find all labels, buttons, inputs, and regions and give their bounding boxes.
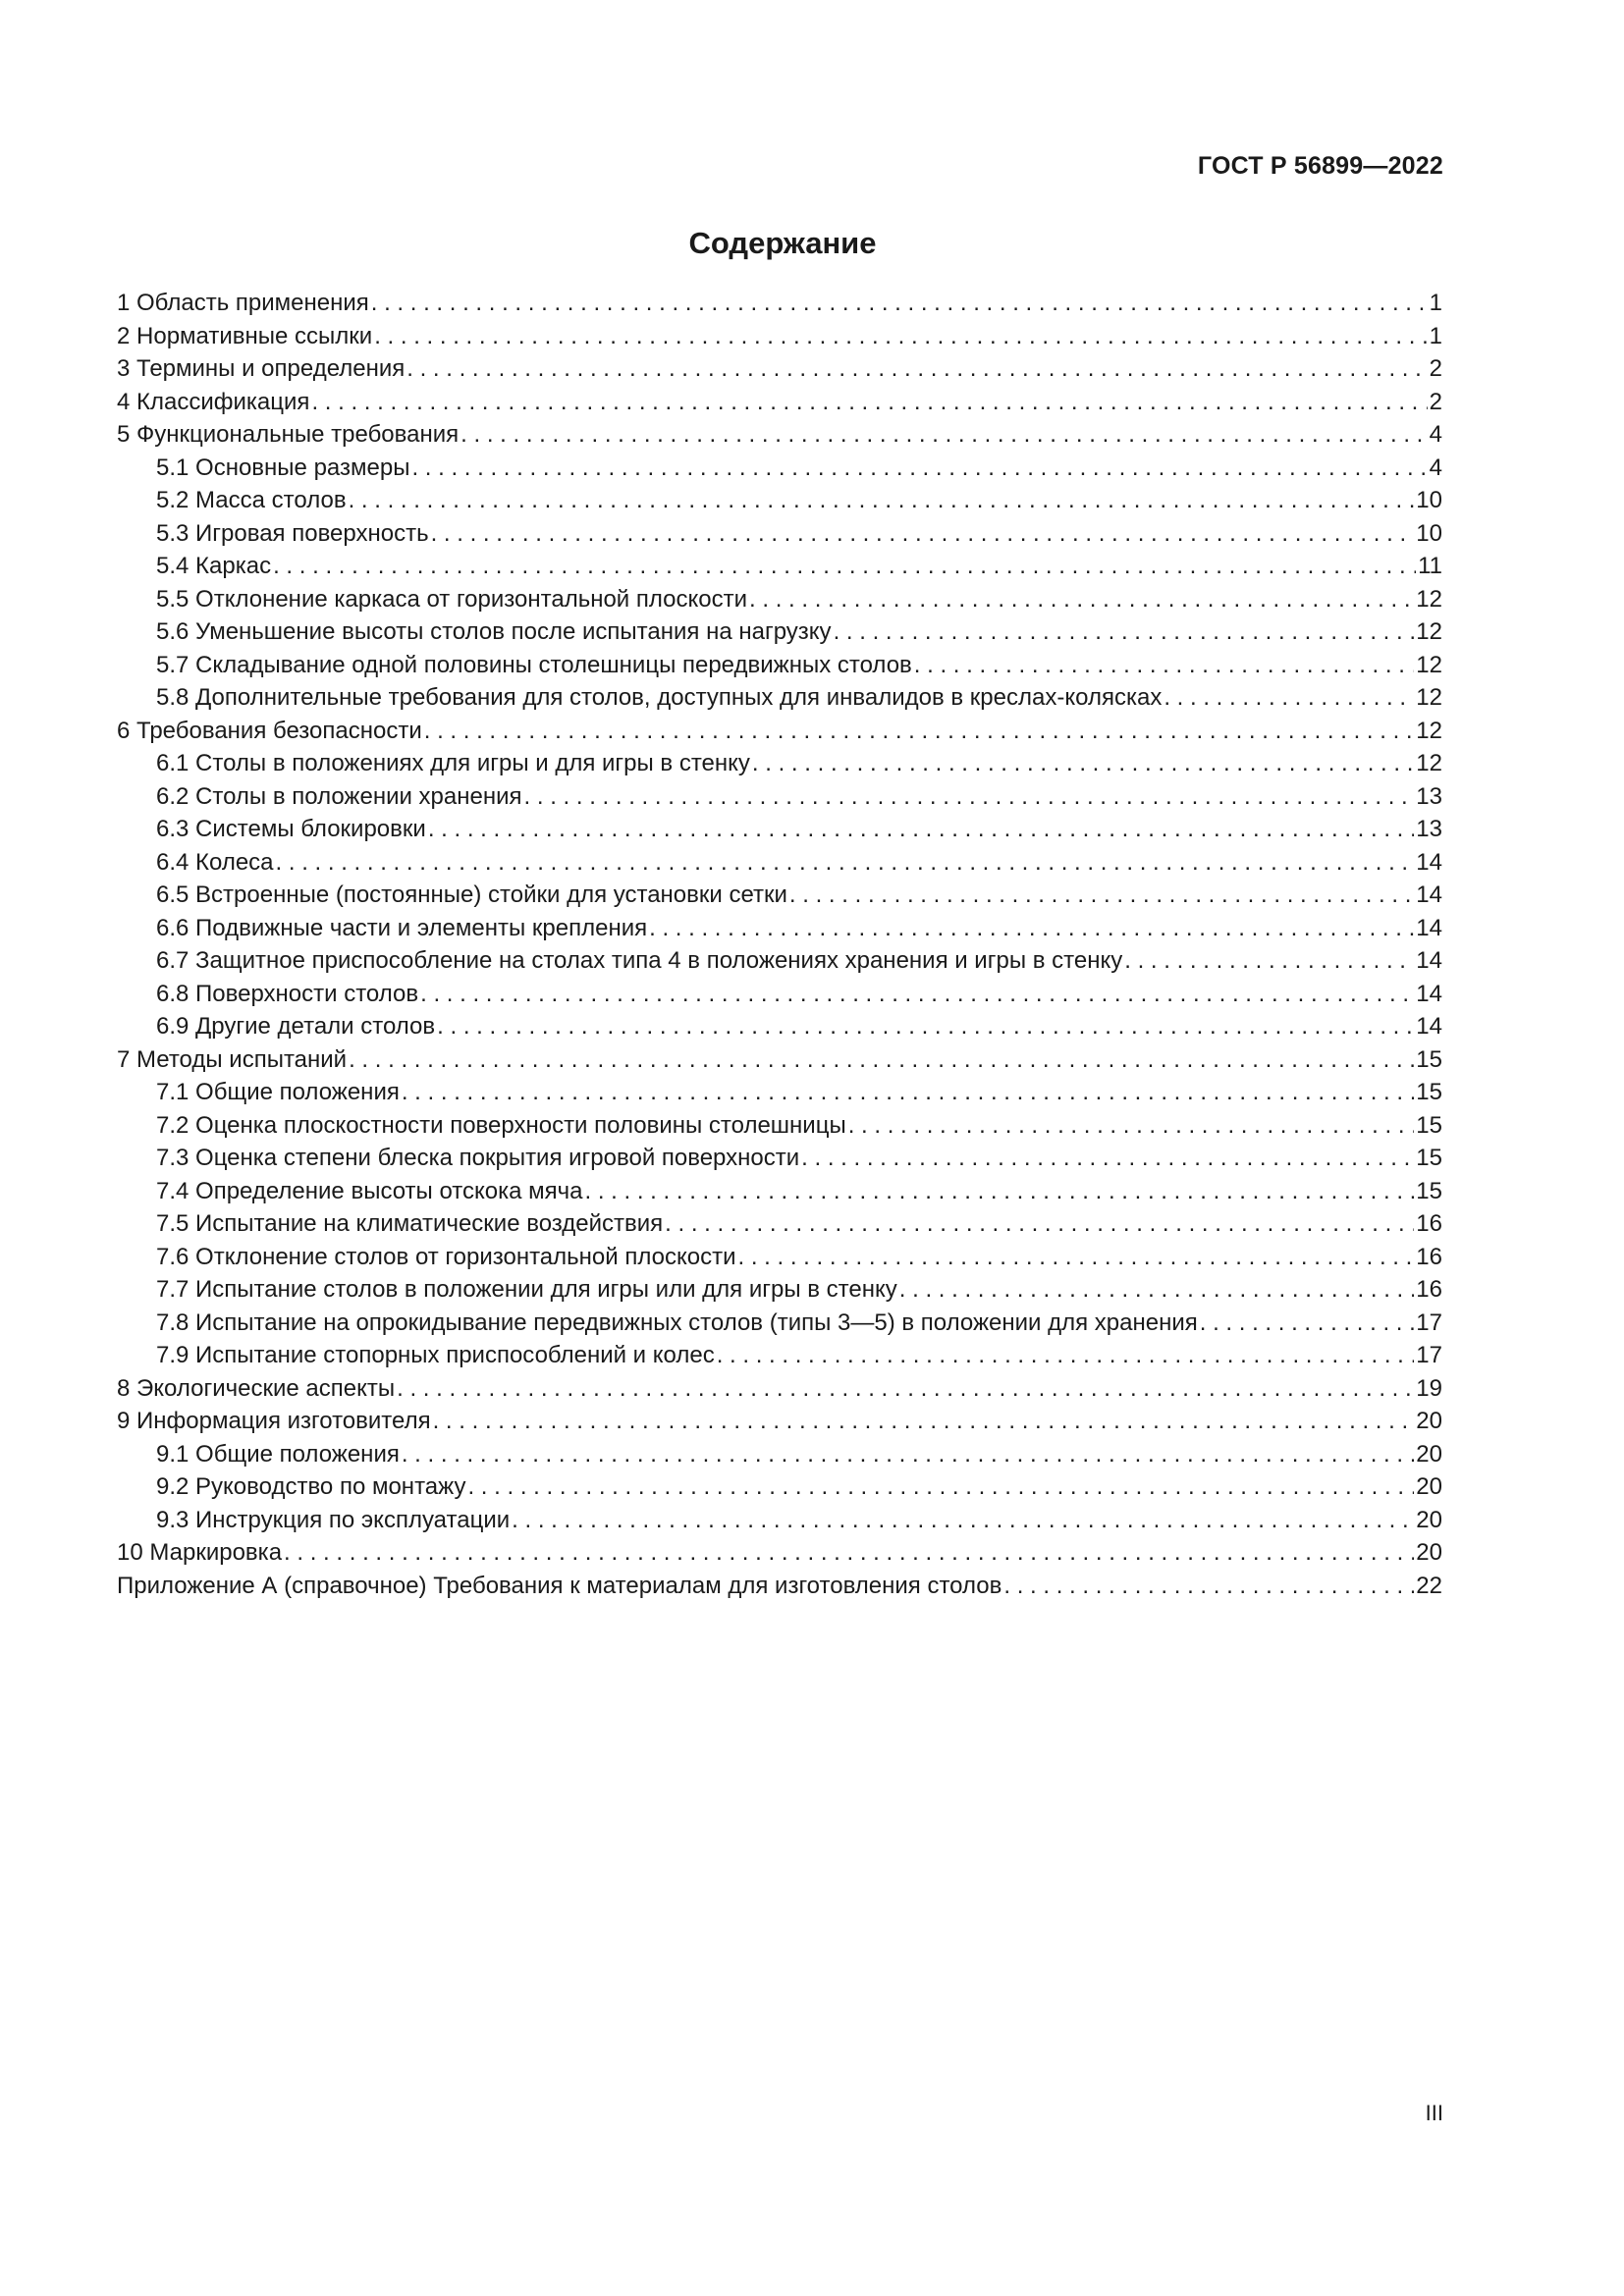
- toc-entry[interactable]: [117, 1408, 1442, 1441]
- toc-entry-label: 7.2 Оценка плоскостности поверхности половины столешницы: [156, 1111, 846, 1139]
- toc-entry-page: 1: [1429, 322, 1442, 349]
- toc-entry[interactable]: [117, 454, 1442, 488]
- toc-entry[interactable]: [117, 816, 1442, 849]
- toc-entry-label: 6.7 Защитное приспособление на столах типа 4 в положениях хранения и игры в стенку: [156, 947, 1123, 974]
- toc-entry[interactable]: [117, 1539, 1442, 1573]
- toc-entry-label: 6.6 Подвижные части и элементы крепления: [156, 914, 648, 941]
- toc-entry-page: 12: [1416, 585, 1442, 613]
- toc-dot-leader: [717, 1342, 1415, 1369]
- toc-entry-label: 5.8 Дополнительные требования для столов, доступных для инвалидов в креслах-колясках: [156, 684, 1163, 711]
- toc-entry-label: 5.7 Складывание одной половины столешницы передвижных столов: [156, 651, 912, 678]
- toc-entry[interactable]: [117, 1210, 1442, 1244]
- toc-entry-page: 17: [1416, 1308, 1442, 1336]
- toc-entry-label: Приложение А (справочное) Требования к материалам для изготовления столов: [117, 1572, 1002, 1599]
- toc-entry-label: 7 Методы испытаний: [117, 1045, 348, 1073]
- toc-entry[interactable]: [117, 1441, 1442, 1474]
- toc-entry[interactable]: [117, 652, 1442, 685]
- toc-entry-page: 13: [1416, 782, 1442, 810]
- toc-entry[interactable]: [117, 553, 1442, 586]
- toc-dot-leader: [512, 1507, 1414, 1534]
- toc-entry-page: 15: [1416, 1177, 1442, 1204]
- toc-entry-page: 12: [1416, 717, 1442, 744]
- toc-dot-leader: [420, 981, 1414, 1008]
- toc-entry-page: 16: [1416, 1276, 1442, 1303]
- toc-entry-page: 16: [1416, 1210, 1442, 1237]
- toc-dot-leader: [437, 1013, 1414, 1041]
- toc-entry-page: 4: [1429, 454, 1442, 481]
- toc-entry[interactable]: [117, 947, 1442, 981]
- toc-entry-label: 7.7 Испытание столов в положении для игры или для игры в стенку: [156, 1276, 897, 1303]
- toc-entry-page: 14: [1416, 980, 1442, 1007]
- toc-entry[interactable]: [117, 1112, 1442, 1146]
- toc-entry[interactable]: [117, 1276, 1442, 1309]
- toc-dot-leader: [899, 1276, 1415, 1304]
- toc-entry-page: 20: [1416, 1440, 1442, 1468]
- toc-entry[interactable]: [117, 1145, 1442, 1178]
- toc-entry-page: 14: [1416, 881, 1442, 908]
- toc-entry-page: 16: [1416, 1243, 1442, 1270]
- toc-dot-leader: [737, 1244, 1414, 1271]
- toc-entry-label: 9 Информация изготовителя: [117, 1408, 431, 1434]
- toc-dot-leader: [284, 1539, 1414, 1567]
- toc-entry-page: 17: [1416, 1342, 1442, 1368]
- toc-entry-page: 11: [1418, 553, 1442, 579]
- toc-entry[interactable]: [117, 1375, 1442, 1409]
- toc-entry-label: 5.1 Основные размеры: [156, 454, 410, 481]
- toc-entry[interactable]: [117, 290, 1442, 323]
- toc-entry-page: 20: [1416, 1539, 1442, 1566]
- toc-entry-label: 3 Термины и определения: [117, 355, 406, 382]
- toc-dot-leader: [402, 1079, 1414, 1106]
- toc-entry-label: 10 Маркировка: [117, 1539, 283, 1566]
- toc-entry-page: 12: [1416, 750, 1442, 776]
- toc-entry-label: 7.9 Испытание стопорных приспособлений и колес: [156, 1342, 715, 1368]
- toc-dot-leader: [406, 355, 1427, 383]
- toc-entry-label: 9.2 Руководство по монтажу: [156, 1473, 466, 1500]
- toc-entry[interactable]: [117, 618, 1442, 652]
- toc-dot-leader: [349, 487, 1415, 514]
- toc-entry-label: 6.9 Другие детали столов: [156, 1013, 436, 1040]
- toc-entry-page: 15: [1416, 1045, 1442, 1073]
- toc-entry[interactable]: [117, 1309, 1442, 1343]
- toc-entry-page: 1: [1429, 290, 1442, 316]
- toc-entry-page: 12: [1416, 618, 1442, 645]
- toc-entry-page: 14: [1416, 848, 1442, 876]
- toc-entry-page: 15: [1416, 1079, 1442, 1105]
- toc-entry-page: 22: [1416, 1572, 1442, 1599]
- toc-entry-label: 7.5 Испытание на климатические воздействия: [156, 1210, 664, 1237]
- toc-entry-label: 5.3 Игровая поверхность: [156, 519, 429, 547]
- toc-dot-leader: [397, 1375, 1414, 1403]
- toc-dot-leader: [460, 421, 1428, 449]
- toc-entry-page: 19: [1416, 1374, 1442, 1402]
- toc-entry[interactable]: [117, 915, 1442, 948]
- toc-dot-leader: [411, 454, 1427, 482]
- toc-dot-leader: [424, 718, 1415, 745]
- toc-entry[interactable]: [117, 1573, 1442, 1606]
- toc-entry[interactable]: [117, 1178, 1442, 1211]
- toc-entry-page: 14: [1416, 1013, 1442, 1040]
- toc-entry-label: 2 Нормативные ссылки: [117, 322, 373, 349]
- toc-entry-page: 13: [1416, 816, 1442, 842]
- toc-entry-label: 6.5 Встроенные (постоянные) стойки для установки сетки: [156, 881, 787, 908]
- toc-entry-label: 6.1 Столы в положениях для игры и для игры в стенку: [156, 750, 750, 776]
- toc-entry[interactable]: [117, 1079, 1442, 1112]
- toc-entry-page: 14: [1416, 914, 1442, 941]
- toc-entry[interactable]: [117, 750, 1442, 783]
- toc-entry-page: 2: [1429, 355, 1442, 382]
- toc-entry-label: 9.3 Инструкция по эксплуатации: [156, 1506, 511, 1533]
- toc-dot-leader: [371, 290, 1428, 317]
- toc-entry-label: 7.6 Отклонение столов от горизонтальной плоскости: [156, 1243, 736, 1270]
- toc-entry-label: 9.1 Общие положения: [156, 1440, 400, 1468]
- toc-entry-label: 5.4 Каркас: [156, 553, 272, 579]
- toc-entry[interactable]: [117, 586, 1442, 619]
- toc-entry-label: 6 Требования безопасности: [117, 717, 422, 744]
- toc-entry[interactable]: [117, 718, 1442, 751]
- toc-entry[interactable]: [117, 849, 1442, 882]
- toc-entry[interactable]: [117, 684, 1442, 718]
- toc-entry-page: 4: [1429, 421, 1442, 448]
- toc-dot-leader: [273, 553, 1416, 580]
- toc-entry-page: 10: [1416, 487, 1442, 513]
- toc-entry-page: 20: [1416, 1506, 1442, 1533]
- toc-dot-leader: [374, 323, 1427, 350]
- toc-entry-page: 2: [1429, 388, 1442, 415]
- toc-entry-label: 5.5 Отклонение каркаса от горизонтальной плоскости: [156, 585, 748, 613]
- toc-entry[interactable]: [117, 421, 1442, 454]
- toc-dot-leader: [431, 520, 1415, 548]
- toc-entry[interactable]: [117, 783, 1442, 817]
- toc-entry-label: 7.3 Оценка степени блеска покрытия игровой поверхности: [156, 1145, 800, 1171]
- toc-entry[interactable]: [117, 1473, 1442, 1507]
- toc-dot-leader: [665, 1210, 1414, 1238]
- toc-entry-label: 6.3 Системы блокировки: [156, 816, 426, 842]
- toc-entry[interactable]: [117, 1342, 1442, 1375]
- toc-entry-label: 1 Область применения: [117, 290, 369, 316]
- toc-entry-label: 6.4 Колеса: [156, 848, 274, 876]
- toc-dot-leader: [752, 750, 1414, 777]
- toc-entry-label: 6.8 Поверхности столов: [156, 980, 419, 1007]
- table-of-contents: [117, 290, 1442, 1605]
- toc-dot-leader: [1164, 684, 1414, 712]
- toc-entry-page: 15: [1416, 1145, 1442, 1171]
- toc-entry[interactable]: [117, 323, 1442, 356]
- toc-entry[interactable]: [117, 981, 1442, 1014]
- toc-entry-page: 20: [1416, 1473, 1442, 1500]
- toc-dot-leader: [428, 816, 1414, 843]
- toc-dot-leader: [834, 618, 1415, 646]
- toc-entry-label: 5 Функциональные требования: [117, 421, 460, 448]
- page-number: III: [1425, 2101, 1443, 2125]
- toc-entry-label: 7.8 Испытание на опрокидывание передвижных столов (типы 3—5) в положении для хранения: [156, 1308, 1198, 1336]
- toc-dot-leader: [311, 389, 1427, 416]
- toc-entry[interactable]: [117, 1507, 1442, 1540]
- toc-entry-label: 5.6 Уменьшение высоты столов после испытания на нагрузку: [156, 618, 832, 645]
- toc-dot-leader: [1200, 1309, 1415, 1337]
- toc-entry[interactable]: [117, 1244, 1442, 1277]
- toc-entry[interactable]: [117, 487, 1442, 520]
- toc-entry-page: 15: [1416, 1111, 1442, 1139]
- toc-dot-leader: [524, 783, 1415, 811]
- toc-dot-leader: [402, 1441, 1414, 1468]
- document-code: ГОСТ Р 56899—2022: [1197, 152, 1443, 180]
- toc-entry[interactable]: [117, 389, 1442, 422]
- toc-title: Содержание: [688, 226, 877, 260]
- toc-entry-label: 7.4 Определение высоты отскока мяча: [156, 1177, 583, 1204]
- toc-entry-page: 12: [1416, 684, 1442, 711]
- toc-dot-leader: [1003, 1573, 1414, 1600]
- toc-entry-page: 20: [1416, 1408, 1442, 1434]
- toc-entry-label: 6.2 Столы в положении хранения: [156, 782, 522, 810]
- toc-entry-label: 8 Экологические аспекты: [117, 1374, 396, 1402]
- toc-dot-leader: [433, 1408, 1415, 1435]
- toc-dot-leader: [1124, 947, 1414, 975]
- toc-entry[interactable]: [117, 1013, 1442, 1046]
- toc-entry-page: 14: [1416, 947, 1442, 974]
- toc-entry-page: 10: [1416, 519, 1442, 547]
- toc-dot-leader: [467, 1473, 1414, 1501]
- toc-dot-leader: [349, 1046, 1414, 1074]
- toc-dot-leader: [789, 881, 1414, 909]
- toc-dot-leader: [749, 586, 1414, 614]
- toc-entry-page: 12: [1416, 651, 1442, 678]
- toc-entry[interactable]: [117, 520, 1442, 554]
- toc-entry-label: 4 Классификация: [117, 388, 310, 415]
- toc-dot-leader: [848, 1112, 1415, 1140]
- toc-dot-leader: [914, 652, 1415, 679]
- toc-entry-label: 7.1 Общие положения: [156, 1079, 400, 1105]
- toc-entry-label: 5.2 Масса столов: [156, 487, 347, 513]
- toc-dot-leader: [801, 1145, 1414, 1172]
- toc-entry[interactable]: [117, 355, 1442, 389]
- toc-dot-leader: [276, 849, 1415, 877]
- toc-entry[interactable]: [117, 1046, 1442, 1080]
- toc-dot-leader: [585, 1178, 1415, 1205]
- toc-entry[interactable]: [117, 881, 1442, 915]
- toc-dot-leader: [649, 915, 1414, 942]
